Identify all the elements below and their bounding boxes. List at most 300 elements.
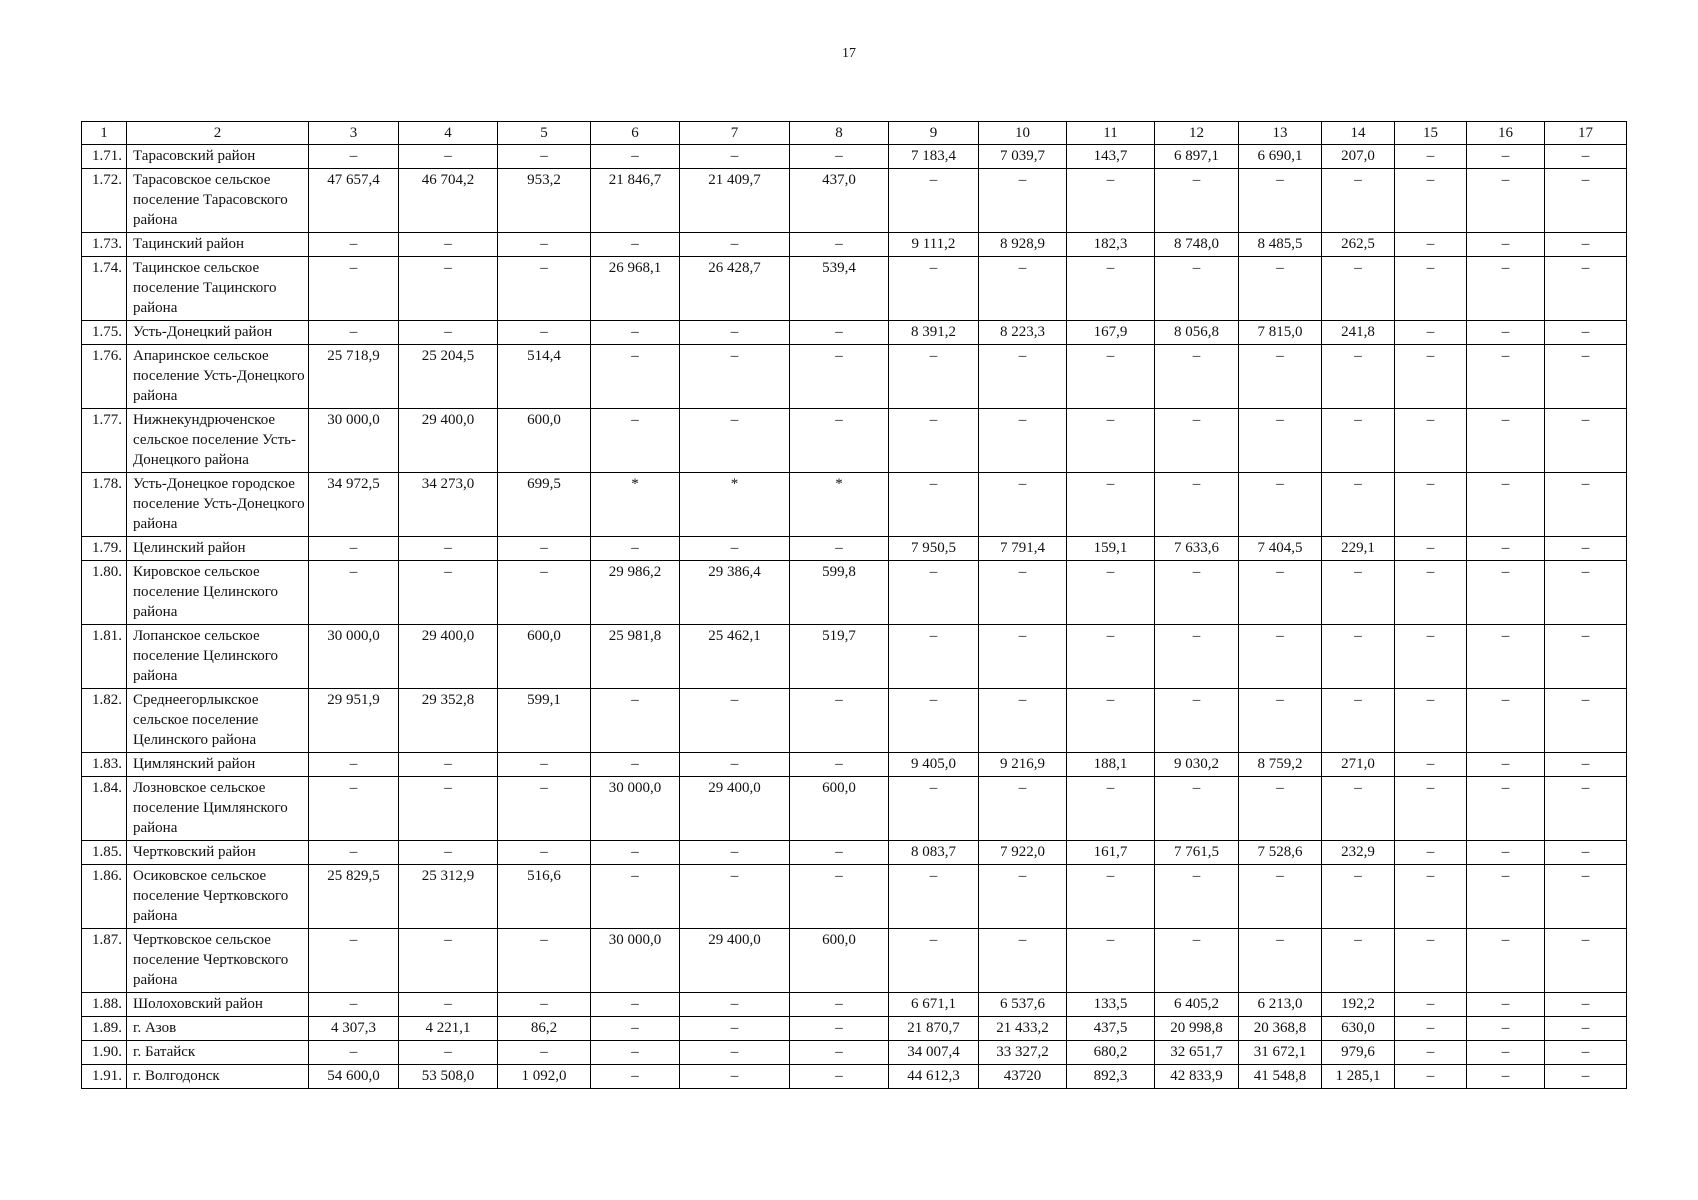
value-cell: – (1545, 865, 1627, 929)
row-name: Усть-Донецкий район (127, 321, 309, 345)
column-header: 2 (127, 122, 309, 145)
value-cell: – (1067, 169, 1155, 233)
value-cell: 7 183,4 (889, 145, 979, 169)
value-cell: – (309, 257, 399, 321)
row-name: г. Волгодонск (127, 1065, 309, 1089)
value-cell: 6 690,1 (1239, 145, 1322, 169)
value-cell: – (790, 233, 889, 257)
value-cell: – (1467, 321, 1545, 345)
column-header: 11 (1067, 122, 1155, 145)
value-cell: – (1395, 145, 1467, 169)
value-cell: – (1545, 345, 1627, 409)
value-cell: 599,8 (790, 561, 889, 625)
value-cell: 229,1 (1322, 537, 1395, 561)
value-cell: – (680, 537, 790, 561)
value-cell: – (1467, 1065, 1545, 1089)
value-cell: – (1155, 169, 1239, 233)
value-cell: – (1467, 865, 1545, 929)
value-cell: – (1067, 777, 1155, 841)
value-cell: 600,0 (790, 929, 889, 993)
value-cell: – (591, 689, 680, 753)
value-cell: 182,3 (1067, 233, 1155, 257)
row-name: Нижнекундрюченское сельское поселение Усть-Донецкого района (127, 409, 309, 473)
value-cell: 437,0 (790, 169, 889, 233)
value-cell: – (1467, 753, 1545, 777)
value-cell: – (680, 345, 790, 409)
table-row (82, 233, 1627, 257)
value-cell: 7 404,5 (1239, 537, 1322, 561)
row-name: Кировское сельское поселение Целинского района (127, 561, 309, 625)
value-cell: 1 285,1 (1322, 1065, 1395, 1089)
value-cell: 26 428,7 (680, 257, 790, 321)
value-cell: – (1239, 345, 1322, 409)
value-cell: 7 633,6 (1155, 537, 1239, 561)
table-row (82, 993, 1627, 1017)
row-index: 1.89. (82, 1017, 127, 1041)
value-cell: 8 748,0 (1155, 233, 1239, 257)
value-cell: – (1545, 473, 1627, 537)
value-cell: – (309, 561, 399, 625)
value-cell: – (1239, 625, 1322, 689)
value-cell: – (1067, 865, 1155, 929)
value-cell: 4 307,3 (309, 1017, 399, 1041)
value-cell: – (680, 233, 790, 257)
column-header: 14 (1322, 122, 1395, 145)
column-header: 1 (82, 122, 127, 145)
value-cell: 21 846,7 (591, 169, 680, 233)
value-cell: – (1395, 321, 1467, 345)
value-cell: – (790, 537, 889, 561)
value-cell: 167,9 (1067, 321, 1155, 345)
value-cell: – (591, 753, 680, 777)
value-cell: 7 815,0 (1239, 321, 1322, 345)
value-cell: – (1467, 345, 1545, 409)
value-cell: 262,5 (1322, 233, 1395, 257)
value-cell: 8 083,7 (889, 841, 979, 865)
value-cell: 9 216,9 (979, 753, 1067, 777)
row-index: 1.90. (82, 1041, 127, 1065)
value-cell: * (591, 473, 680, 537)
value-cell: – (591, 865, 680, 929)
value-cell: – (790, 993, 889, 1017)
value-cell: – (498, 841, 591, 865)
value-cell: – (889, 625, 979, 689)
value-cell: 86,2 (498, 1017, 591, 1041)
value-cell: – (979, 929, 1067, 993)
table-row (82, 321, 1627, 345)
value-cell: 7 791,4 (979, 537, 1067, 561)
value-cell: – (1067, 561, 1155, 625)
value-cell: – (309, 537, 399, 561)
value-cell: 34 007,4 (889, 1041, 979, 1065)
value-cell: 25 718,9 (309, 345, 399, 409)
value-cell: – (591, 1065, 680, 1089)
value-cell: – (889, 473, 979, 537)
value-cell: – (1545, 409, 1627, 473)
value-cell: – (979, 409, 1067, 473)
value-cell: – (399, 777, 498, 841)
value-cell: – (889, 169, 979, 233)
value-cell: 30 000,0 (591, 929, 680, 993)
value-cell: – (1395, 777, 1467, 841)
value-cell: – (498, 1041, 591, 1065)
value-cell: – (1322, 865, 1395, 929)
table-row (82, 1065, 1627, 1089)
value-cell: 25 981,8 (591, 625, 680, 689)
value-cell: 8 759,2 (1239, 753, 1322, 777)
column-header: 8 (790, 122, 889, 145)
value-cell: – (498, 929, 591, 993)
table-row (82, 537, 1627, 561)
value-cell: – (1545, 321, 1627, 345)
value-cell: – (1545, 561, 1627, 625)
row-index: 1.76. (82, 345, 127, 409)
value-cell: – (1239, 169, 1322, 233)
value-cell: – (399, 929, 498, 993)
value-cell: 25 204,5 (399, 345, 498, 409)
table-row (82, 865, 1627, 929)
row-index: 1.82. (82, 689, 127, 753)
value-cell: – (1322, 473, 1395, 537)
value-cell: 516,6 (498, 865, 591, 929)
value-cell: 43720 (979, 1065, 1067, 1089)
value-cell: – (1467, 1041, 1545, 1065)
column-header: 9 (889, 122, 979, 145)
value-cell: 6 213,0 (1239, 993, 1322, 1017)
value-cell: – (1155, 257, 1239, 321)
row-index: 1.73. (82, 233, 127, 257)
row-index: 1.85. (82, 841, 127, 865)
value-cell: – (680, 1017, 790, 1041)
value-cell: – (1467, 993, 1545, 1017)
row-index: 1.75. (82, 321, 127, 345)
value-cell: – (1322, 169, 1395, 233)
value-cell: – (1155, 865, 1239, 929)
value-cell: 519,7 (790, 625, 889, 689)
value-cell: 29 400,0 (680, 777, 790, 841)
value-cell: 29 400,0 (680, 929, 790, 993)
value-cell: – (1395, 233, 1467, 257)
row-name: Лозновское сельское поселение Цимлянского района (127, 777, 309, 841)
column-header: 6 (591, 122, 680, 145)
value-cell: 630,0 (1322, 1017, 1395, 1041)
row-name: Целинский район (127, 537, 309, 561)
column-header: 12 (1155, 122, 1239, 145)
value-cell: – (1155, 409, 1239, 473)
value-cell: 7 528,6 (1239, 841, 1322, 865)
row-index: 1.74. (82, 257, 127, 321)
value-cell: – (1545, 537, 1627, 561)
table-row (82, 753, 1627, 777)
value-cell: 29 986,2 (591, 561, 680, 625)
value-cell: – (1239, 865, 1322, 929)
value-cell: – (1322, 625, 1395, 689)
value-cell: 161,7 (1067, 841, 1155, 865)
value-cell: 31 672,1 (1239, 1041, 1322, 1065)
row-name: Цимлянский район (127, 753, 309, 777)
value-cell: 41 548,8 (1239, 1065, 1322, 1089)
value-cell: – (979, 689, 1067, 753)
value-cell: – (399, 1041, 498, 1065)
value-cell: 30 000,0 (591, 777, 680, 841)
value-cell: – (1395, 1017, 1467, 1041)
table-row (82, 473, 1627, 537)
value-cell: 29 352,8 (399, 689, 498, 753)
value-cell: – (1395, 409, 1467, 473)
row-name: Чертковский район (127, 841, 309, 865)
value-cell: – (1239, 409, 1322, 473)
value-cell: – (1545, 145, 1627, 169)
value-cell: – (680, 145, 790, 169)
row-index: 1.84. (82, 777, 127, 841)
value-cell: 54 600,0 (309, 1065, 399, 1089)
value-cell: – (309, 233, 399, 257)
value-cell: 21 409,7 (680, 169, 790, 233)
row-name: Лопанское сельское поселение Целинского района (127, 625, 309, 689)
table-row (82, 1017, 1627, 1041)
row-index: 1.81. (82, 625, 127, 689)
value-cell: – (889, 409, 979, 473)
value-cell: – (1395, 257, 1467, 321)
value-cell: – (309, 993, 399, 1017)
value-cell: – (498, 257, 591, 321)
value-cell: 539,4 (790, 257, 889, 321)
row-index: 1.87. (82, 929, 127, 993)
value-cell: – (1322, 345, 1395, 409)
value-cell: – (1545, 257, 1627, 321)
value-cell: – (1155, 561, 1239, 625)
value-cell: – (399, 753, 498, 777)
value-cell: 6 897,1 (1155, 145, 1239, 169)
value-cell: 892,3 (1067, 1065, 1155, 1089)
row-index: 1.80. (82, 561, 127, 625)
value-cell: – (309, 929, 399, 993)
value-cell: – (591, 233, 680, 257)
value-cell: – (498, 561, 591, 625)
value-cell: – (889, 777, 979, 841)
value-cell: – (1067, 689, 1155, 753)
value-cell: 6 537,6 (979, 993, 1067, 1017)
value-cell: – (790, 345, 889, 409)
value-cell: – (979, 169, 1067, 233)
row-index: 1.72. (82, 169, 127, 233)
value-cell: – (1239, 257, 1322, 321)
value-cell: – (399, 561, 498, 625)
value-cell: – (1322, 929, 1395, 993)
value-cell: 4 221,1 (399, 1017, 498, 1041)
value-cell: – (889, 929, 979, 993)
value-cell: – (591, 321, 680, 345)
column-header: 4 (399, 122, 498, 145)
value-cell: – (1467, 473, 1545, 537)
value-cell: 44 612,3 (889, 1065, 979, 1089)
value-cell: 133,5 (1067, 993, 1155, 1017)
value-cell: 46 704,2 (399, 169, 498, 233)
row-index: 1.77. (82, 409, 127, 473)
value-cell: – (790, 145, 889, 169)
value-cell: – (790, 841, 889, 865)
column-header: 15 (1395, 122, 1467, 145)
page-number: 17 (842, 46, 856, 61)
value-cell: – (1395, 473, 1467, 537)
value-cell: – (1395, 841, 1467, 865)
value-cell: 9 405,0 (889, 753, 979, 777)
value-cell: – (1545, 1041, 1627, 1065)
table-row (82, 561, 1627, 625)
table-row (82, 689, 1627, 753)
value-cell: – (1155, 777, 1239, 841)
table-row (82, 929, 1627, 993)
header-row (82, 122, 1627, 145)
value-cell: – (979, 561, 1067, 625)
value-cell: – (1467, 145, 1545, 169)
value-cell: – (680, 993, 790, 1017)
value-cell: – (680, 865, 790, 929)
value-cell: 25 462,1 (680, 625, 790, 689)
value-cell: 514,4 (498, 345, 591, 409)
row-name: г. Батайск (127, 1041, 309, 1065)
value-cell: – (1545, 1065, 1627, 1089)
row-index: 1.91. (82, 1065, 127, 1089)
value-cell: – (1239, 777, 1322, 841)
value-cell: 20 368,8 (1239, 1017, 1322, 1041)
value-cell: – (591, 993, 680, 1017)
value-cell: – (591, 841, 680, 865)
value-cell: 7 039,7 (979, 145, 1067, 169)
value-cell: 30 000,0 (309, 409, 399, 473)
value-cell: – (1545, 233, 1627, 257)
value-cell: – (1545, 689, 1627, 753)
value-cell: – (1395, 537, 1467, 561)
value-cell: – (1155, 689, 1239, 753)
value-cell: – (790, 1065, 889, 1089)
table-body (82, 145, 1627, 1089)
value-cell: 599,1 (498, 689, 591, 753)
value-cell: – (1467, 561, 1545, 625)
value-cell: 34 273,0 (399, 473, 498, 537)
table-row (82, 409, 1627, 473)
value-cell: – (309, 145, 399, 169)
value-cell: 47 657,4 (309, 169, 399, 233)
value-cell: – (1395, 865, 1467, 929)
value-cell: 29 400,0 (399, 625, 498, 689)
value-cell: – (1467, 689, 1545, 753)
value-cell: 600,0 (498, 625, 591, 689)
value-cell: 53 508,0 (399, 1065, 498, 1089)
value-cell: 25 829,5 (309, 865, 399, 929)
column-header: 17 (1545, 122, 1627, 145)
value-cell: – (1239, 561, 1322, 625)
value-cell: – (591, 145, 680, 169)
budget-table (81, 121, 1627, 1089)
value-cell: – (1395, 625, 1467, 689)
value-cell: – (680, 1041, 790, 1065)
value-cell: – (1545, 777, 1627, 841)
value-cell: – (591, 1041, 680, 1065)
value-cell: 600,0 (790, 777, 889, 841)
value-cell: 32 651,7 (1155, 1041, 1239, 1065)
value-cell: – (591, 1017, 680, 1041)
value-cell: – (1155, 625, 1239, 689)
value-cell: – (1395, 345, 1467, 409)
value-cell: 6 671,1 (889, 993, 979, 1017)
value-cell: 232,9 (1322, 841, 1395, 865)
column-header: 13 (1239, 122, 1322, 145)
value-cell: 192,2 (1322, 993, 1395, 1017)
value-cell: – (1467, 257, 1545, 321)
value-cell: 30 000,0 (309, 625, 399, 689)
value-cell: – (979, 345, 1067, 409)
value-cell: 241,8 (1322, 321, 1395, 345)
value-cell: – (1239, 929, 1322, 993)
value-cell: 9 030,2 (1155, 753, 1239, 777)
column-header: 16 (1467, 122, 1545, 145)
value-cell: – (1395, 1065, 1467, 1089)
value-cell: – (1545, 841, 1627, 865)
value-cell: – (1239, 473, 1322, 537)
value-cell: 7 950,5 (889, 537, 979, 561)
value-cell: – (399, 537, 498, 561)
value-cell: – (498, 777, 591, 841)
row-name: Осиковское сельское поселение Чертковского района (127, 865, 309, 929)
value-cell: 21 433,2 (979, 1017, 1067, 1041)
value-cell: – (399, 993, 498, 1017)
value-cell: 8 485,5 (1239, 233, 1322, 257)
value-cell: – (1467, 929, 1545, 993)
row-name: Апаринское сельское поселение Усть-Донецкого района (127, 345, 309, 409)
value-cell: 9 111,2 (889, 233, 979, 257)
value-cell: – (1155, 345, 1239, 409)
value-cell: 207,0 (1322, 145, 1395, 169)
row-name: Шолоховский район (127, 993, 309, 1017)
table-row (82, 777, 1627, 841)
value-cell: 26 968,1 (591, 257, 680, 321)
value-cell: – (498, 321, 591, 345)
value-cell: – (1467, 409, 1545, 473)
value-cell: – (1467, 841, 1545, 865)
value-cell: – (1395, 561, 1467, 625)
value-cell: – (1322, 257, 1395, 321)
value-cell: – (498, 753, 591, 777)
value-cell: – (889, 865, 979, 929)
table-row (82, 345, 1627, 409)
row-name: Чертковское сельское поселение Чертковского района (127, 929, 309, 993)
value-cell: – (399, 257, 498, 321)
value-cell: – (1155, 929, 1239, 993)
value-cell: – (889, 345, 979, 409)
value-cell: – (309, 321, 399, 345)
value-cell: 159,1 (1067, 537, 1155, 561)
value-cell: – (680, 689, 790, 753)
value-cell: 600,0 (498, 409, 591, 473)
value-cell: – (790, 1017, 889, 1041)
value-cell: – (1322, 777, 1395, 841)
value-cell: 188,1 (1067, 753, 1155, 777)
value-cell: – (399, 841, 498, 865)
value-cell: – (309, 1041, 399, 1065)
value-cell: – (1395, 1041, 1467, 1065)
value-cell: – (309, 753, 399, 777)
table-row (82, 145, 1627, 169)
value-cell: * (790, 473, 889, 537)
value-cell: – (790, 753, 889, 777)
column-header: 10 (979, 122, 1067, 145)
value-cell: – (979, 865, 1067, 929)
value-cell: – (1395, 993, 1467, 1017)
value-cell: – (1467, 169, 1545, 233)
value-cell: – (680, 321, 790, 345)
value-cell: – (979, 257, 1067, 321)
